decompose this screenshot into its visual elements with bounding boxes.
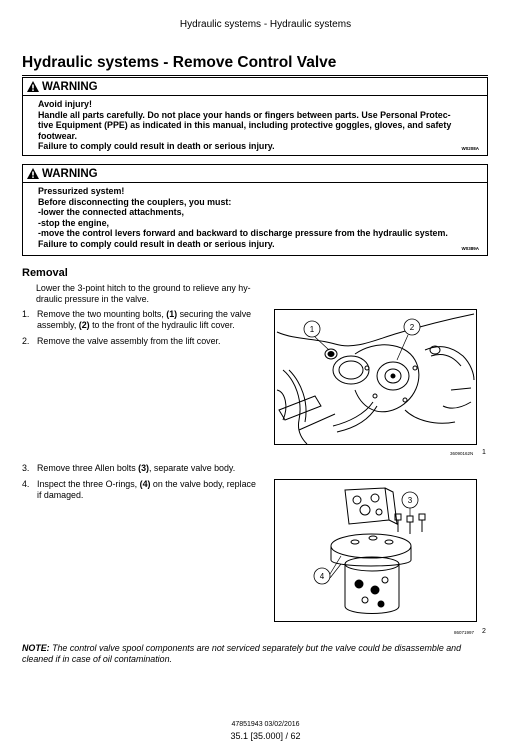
figure-2-valve-body-orings <box>274 479 477 622</box>
section-heading: Removal <box>22 267 68 279</box>
step-text: Inspect the three O-rings, (4) on the valve body, replace if damaged. <box>37 479 256 500</box>
warning-line: Avoid injury! <box>38 99 92 109</box>
warning-text <box>23 96 487 152</box>
note-label: NOTE: <box>22 643 50 653</box>
step-number: 1. <box>22 309 30 319</box>
warning-line: -stop the engine, <box>38 217 109 228</box>
figure-number: 1 <box>482 449 486 456</box>
warning-triangle-icon <box>27 168 39 179</box>
warning-code: W0389A <box>461 246 479 251</box>
intro-paragraph <box>36 283 261 305</box>
intro-line: draulic pressure in the valve. <box>36 294 149 304</box>
intro-line: Lower the 3-point hitch to the ground to relieve any hy- <box>36 283 251 293</box>
step-text: Remove the two mounting bolts, (1) securing the valve assembly, (2) to the front of the hydraulic lift cover. <box>37 309 252 330</box>
step-2 <box>22 336 267 347</box>
warning-line: -lower the connected attachments, <box>38 207 184 218</box>
warning-code: W0208A <box>461 146 479 151</box>
step-3 <box>22 463 267 474</box>
step-text: Remove three Allen bolts (3), separate valve body. <box>37 463 236 473</box>
callout-label: 1 <box>309 325 315 334</box>
title-rule <box>22 75 488 76</box>
figure-code: 36090162N <box>450 451 474 456</box>
callout-label: 4 <box>319 572 325 581</box>
page-title: Hydraulic systems - Remove Control Valve <box>22 54 337 71</box>
step-number: 2. <box>22 336 30 346</box>
step-number: 3. <box>22 463 30 473</box>
step-1 <box>22 309 267 331</box>
callout-label: 2 <box>409 323 415 332</box>
footer-doc-ref: 47851943 03/02/2016 <box>231 721 300 728</box>
warning-line: -move the control levers forward and backward to discharge pressure from the hydraulic system. <box>38 228 448 239</box>
footer-page-number: 35.1 [35.000] / 62 <box>230 731 301 741</box>
warning-label: WARNING <box>42 167 98 180</box>
warning-box-2 <box>22 164 488 256</box>
valve-assembly-illustration <box>275 310 476 444</box>
warning-line: tive Equipment (PPE) as indicated in this manual, including protective goggles, gloves, and safety <box>38 120 452 131</box>
callout-label: 3 <box>407 496 413 505</box>
warning-box-1 <box>22 77 488 156</box>
figure-1-control-valve-on-lift-cover <box>274 309 477 445</box>
warning-triangle-icon <box>27 81 39 92</box>
warning-line: Failure to comply could result in death or serious injury. <box>38 141 275 152</box>
step-4 <box>22 479 267 501</box>
warning-line: Failure to comply could result in death or serious injury. <box>38 238 275 249</box>
figure-number: 2 <box>482 628 486 635</box>
warning-line: footwear. <box>38 130 77 141</box>
note-text: The control valve spool components are not serviced separately but the valve could be disassemble and cleaned if in case of oil contamination. <box>22 643 462 664</box>
figure-code: 86071997 <box>454 630 475 635</box>
running-header: Hydraulic systems - Hydraulic systems <box>179 19 352 30</box>
step-text: Remove the valve assembly from the lift cover. <box>37 336 221 346</box>
warning-line: Pressurized system! <box>38 186 125 196</box>
step-number: 4. <box>22 479 30 489</box>
warning-line: Before disconnecting the couplers, you must: <box>38 196 232 207</box>
note-paragraph <box>22 643 488 665</box>
warning-label: WARNING <box>42 80 98 93</box>
warning-text <box>23 183 487 250</box>
warning-header <box>23 78 487 96</box>
valve-body-illustration <box>275 480 476 621</box>
warning-line: Handle all parts carefully. Do not place your hands or fingers between parts. Use Personal Protec- <box>38 109 451 120</box>
warning-header <box>23 165 487 183</box>
